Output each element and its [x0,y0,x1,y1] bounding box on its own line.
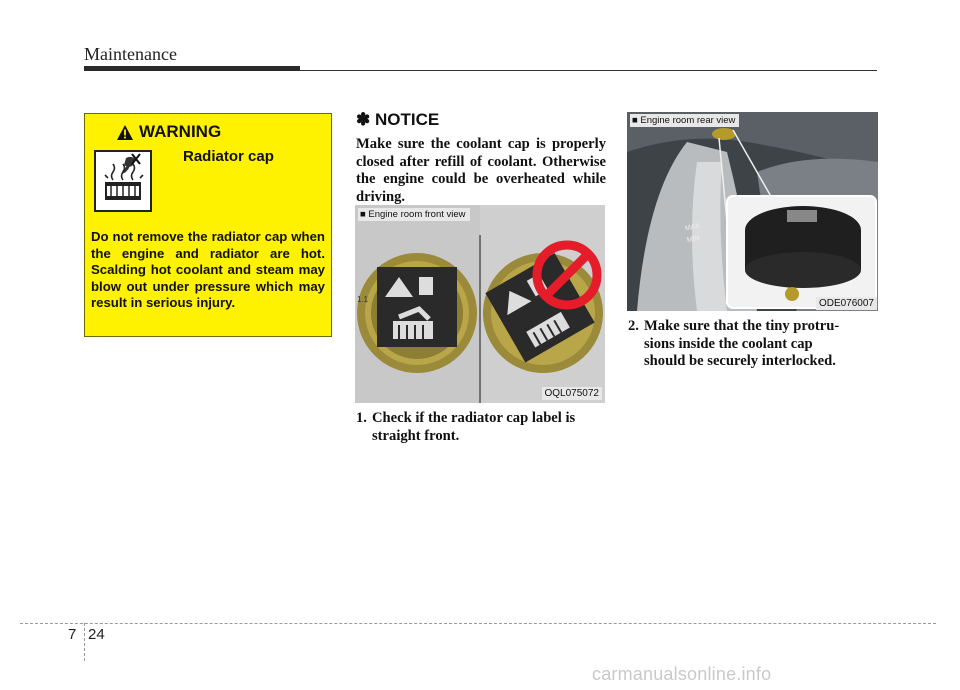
min-label: MIN [686,234,701,245]
warning-box [84,113,332,337]
step-line: should be securely interlocked. [644,353,836,370]
step-line: sions inside the coolant cap [644,335,813,352]
step-line: Check if the radiator cap label is [372,410,576,426]
header-rule-thick [84,66,300,71]
step-1 [356,410,606,445]
front-view-image-code: OQL075072 [542,387,603,400]
rear-view-caption: ■ Engine room rear view [630,114,739,127]
cap-mark: 1.1 [357,295,369,304]
step-line: straight front. [372,427,460,444]
warning-body: Do not remove the radiator cap when the engine and radiator are hot. Scalding hot coolant and steam may blow out under pressure which may result in serious injury. [91,229,325,311]
watermark: carmanualsonline.info [592,664,772,684]
engine-room-front-photo [355,205,605,403]
step-number: 2. [628,318,639,334]
footer-divider [84,623,85,661]
warning-triangle-icon [117,125,133,140]
header-rule-thin [300,70,877,71]
notice-body: Make sure the coolant cap is properly closed after refill of coolant. Otherwise the engine could be overheated while driving. [356,136,606,205]
footer-rule [20,623,936,624]
engine-room-rear-photo [627,112,878,311]
warning-title [117,122,221,142]
chapter-number: 7 [68,626,77,643]
max-label: MAX [684,222,701,233]
step-2 [628,318,878,371]
page-number: 24 [88,626,105,643]
step-number: 1. [356,410,367,426]
rear-view-image-code: ODE076007 [816,297,877,310]
warning-title-text: WARNING [139,122,222,141]
radiator-cap-hazard-icon [94,150,152,212]
step-line: Make sure that the tiny protru- [644,318,840,334]
front-view-caption: ■ Engine room front view [358,208,470,221]
notice-heading: ✽ NOTICE [356,110,440,129]
warning-subtitle: Radiator cap [183,148,274,165]
section-title: Maintenance [84,44,177,64]
